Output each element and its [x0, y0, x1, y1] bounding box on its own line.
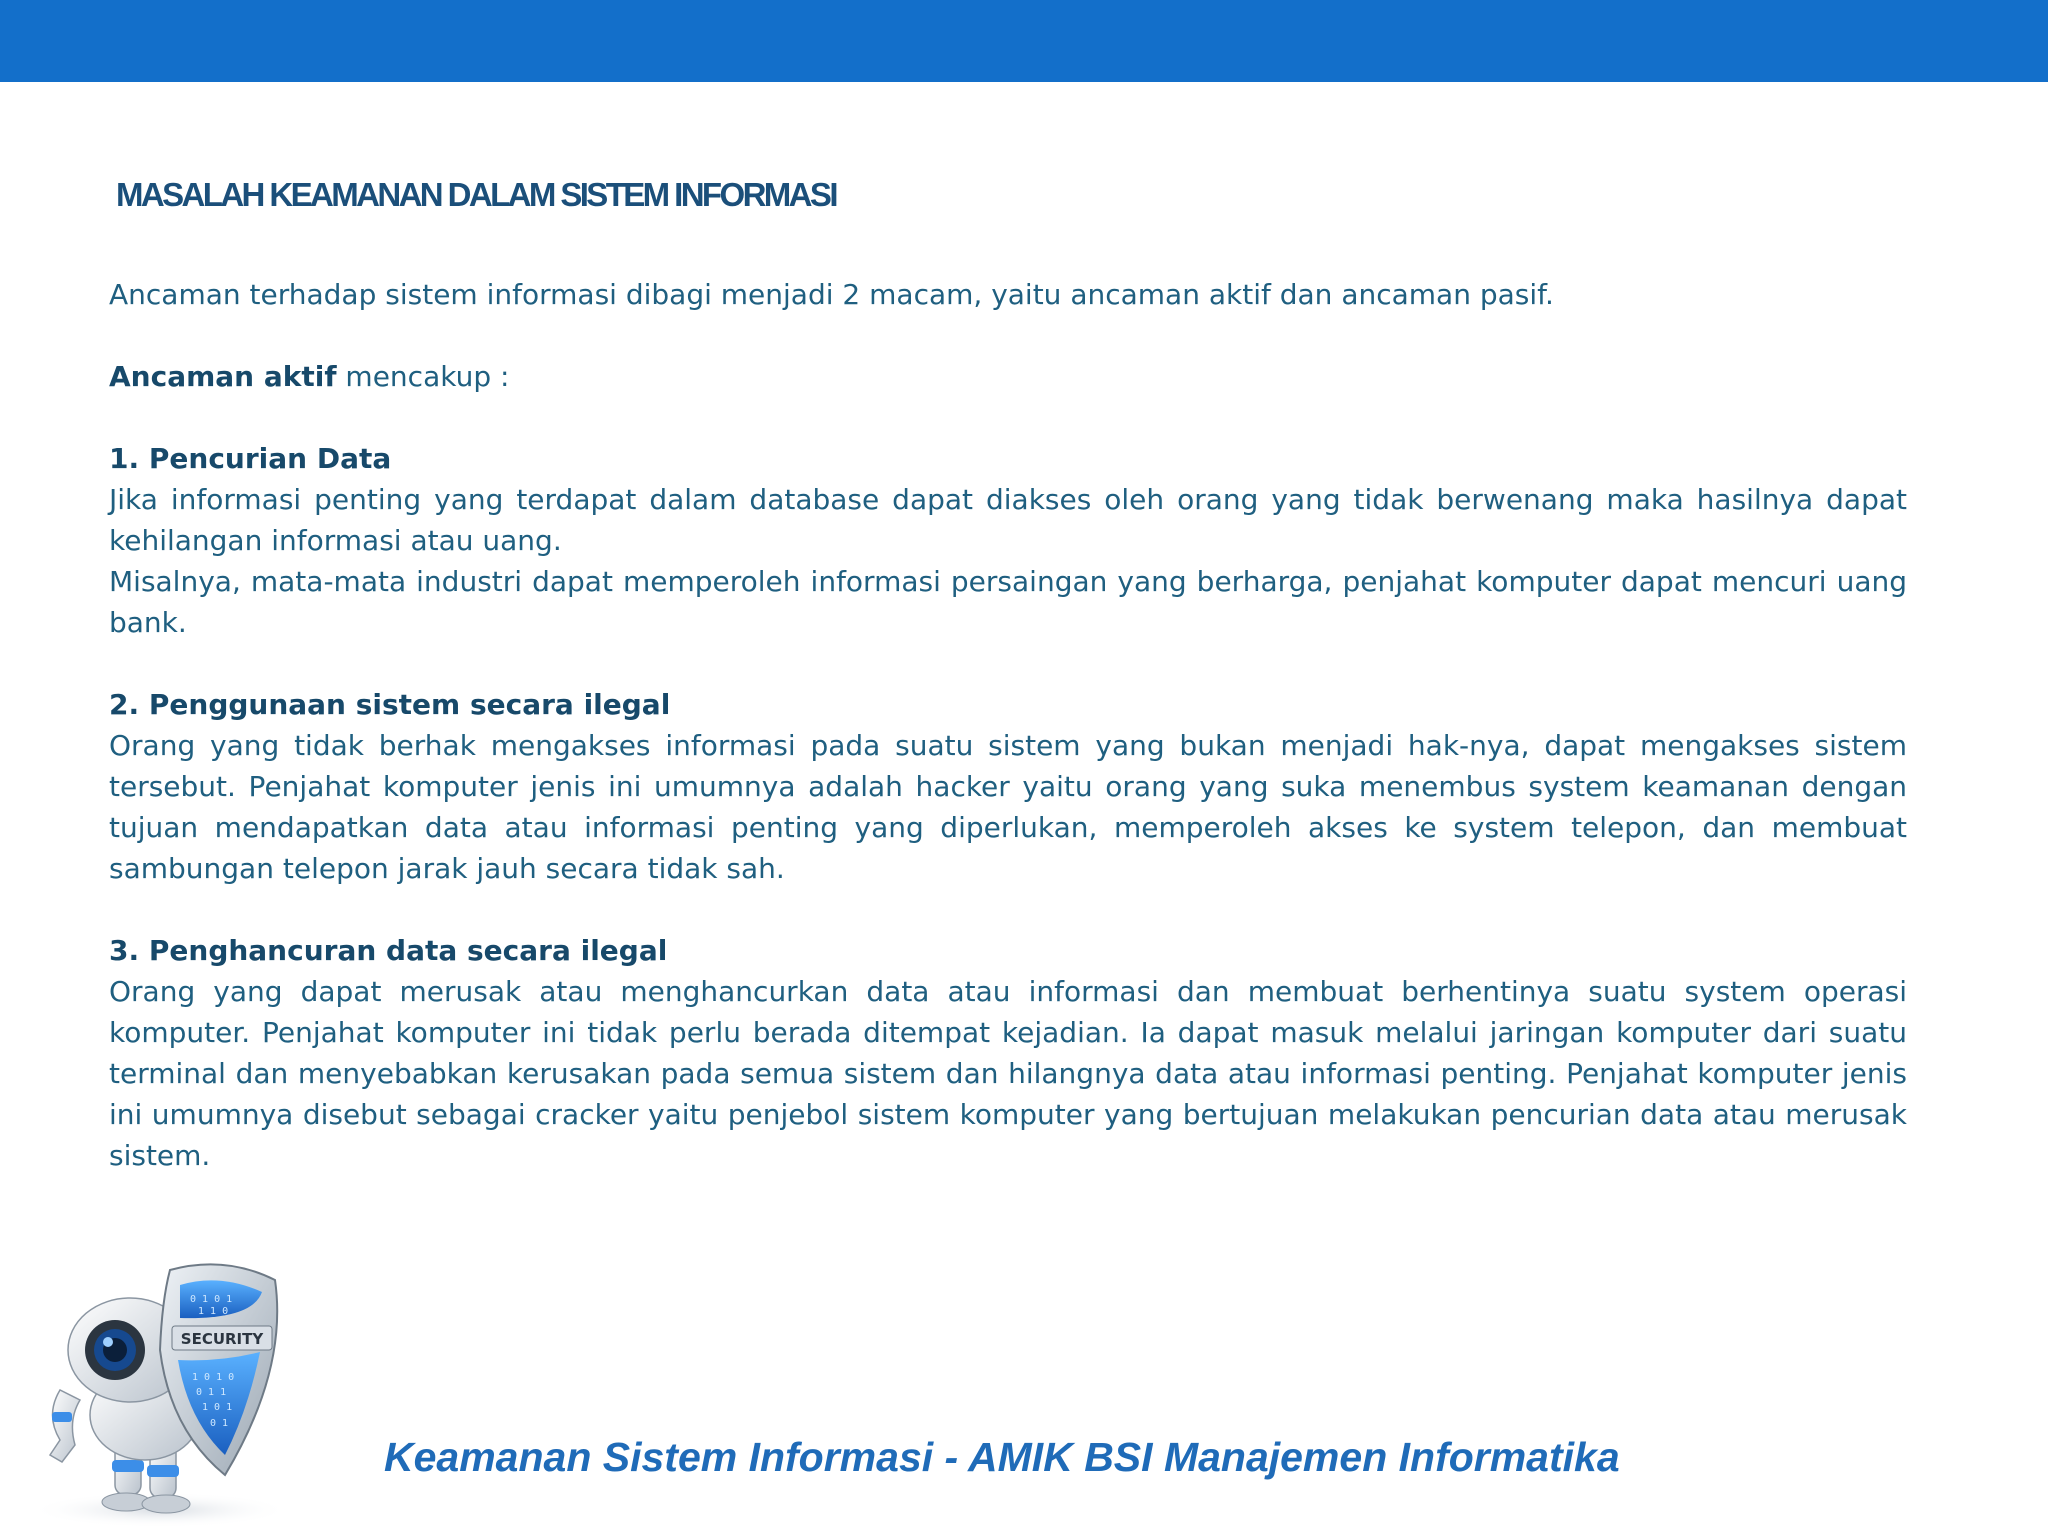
- slide-title: MASALAH KEAMANAN DALAM SISTEM INFORMASI: [116, 176, 836, 213]
- active-threats-suffix: mencakup :: [336, 360, 510, 393]
- slide-content: [109, 274, 1907, 1176]
- item-3-paragraph-1: Orang yang dapat merusak atau menghancurkan data atau informasi dan membuat berhentinya suatu system operasi komputer. Penjahat komputer ini tidak perlu berada ditempat kejadian. Ia dapat masuk melalui jaringan komputer dari suatu terminal dan menyebabkan kerusakan pada semua sistem dan hilangnya data atau informasi penting. Penjahat komputer jenis ini umumnya disebut sebagai cracker yaitu penjebol sistem komputer yang bertujuan melakukan pencurian data atau merusak sistem.: [109, 975, 1907, 1172]
- footer-caption: Keamanan Sistem Informasi - AMIK BSI Manajemen Informatika: [384, 1434, 1620, 1480]
- svg-text:0 1 1: 0 1 1: [196, 1387, 227, 1398]
- top-accent-bar: [0, 0, 2048, 82]
- item-2-paragraph-1: Orang yang tidak berhak mengakses informasi pada suatu sistem yang bukan menjadi hak-nya, dapat mengakses sistem tersebut. Penjahat komputer jenis ini umumnya adalah hacker yaitu orang yang suka menembus system keamanan dengan tujuan mendapatkan data atau informasi penting yang diperlukan, memperoleh akses ke system telepon, dan membuat sambungan telepon jarak jauh secara tidak sah.: [109, 729, 1907, 885]
- item-heading-1: 1. Pencurian Data: [109, 442, 392, 475]
- active-threats-line: [109, 356, 1907, 397]
- svg-text:0 1 0 1: 0 1 0 1: [190, 1294, 233, 1305]
- security-robot-shield-icon: [20, 1240, 320, 1530]
- intro-paragraph: Ancaman terhadap sistem informasi dibagi menjadi 2 macam, yaitu ancaman aktif dan ancaman pasif.: [109, 278, 1554, 311]
- svg-text:1 1 0: 1 1 0: [198, 1306, 229, 1317]
- item-heading-3: 3. Penghancuran data secara ilegal: [109, 934, 668, 967]
- svg-text:1 0 1: 1 0 1: [202, 1402, 233, 1413]
- item-heading-2: 2. Penggunaan sistem secara ilegal: [109, 688, 671, 721]
- svg-text:0 1: 0 1: [210, 1418, 229, 1429]
- svg-text:1 0 1 0: 1 0 1 0: [192, 1372, 235, 1383]
- active-threats-label: Ancaman aktif: [109, 360, 337, 393]
- svg-text:SECURITY: SECURITY: [180, 1330, 264, 1348]
- item-1-paragraph-2: Misalnya, mata-mata industri dapat memperoleh informasi persaingan yang berharga, penjahat komputer dapat mencuri uang bank.: [109, 565, 1907, 639]
- item-1-paragraph-1: Jika informasi penting yang terdapat dalam database dapat diakses oleh orang yang tidak berwenang maka hasilnya dapat kehilangan informasi atau uang.: [109, 483, 1907, 557]
